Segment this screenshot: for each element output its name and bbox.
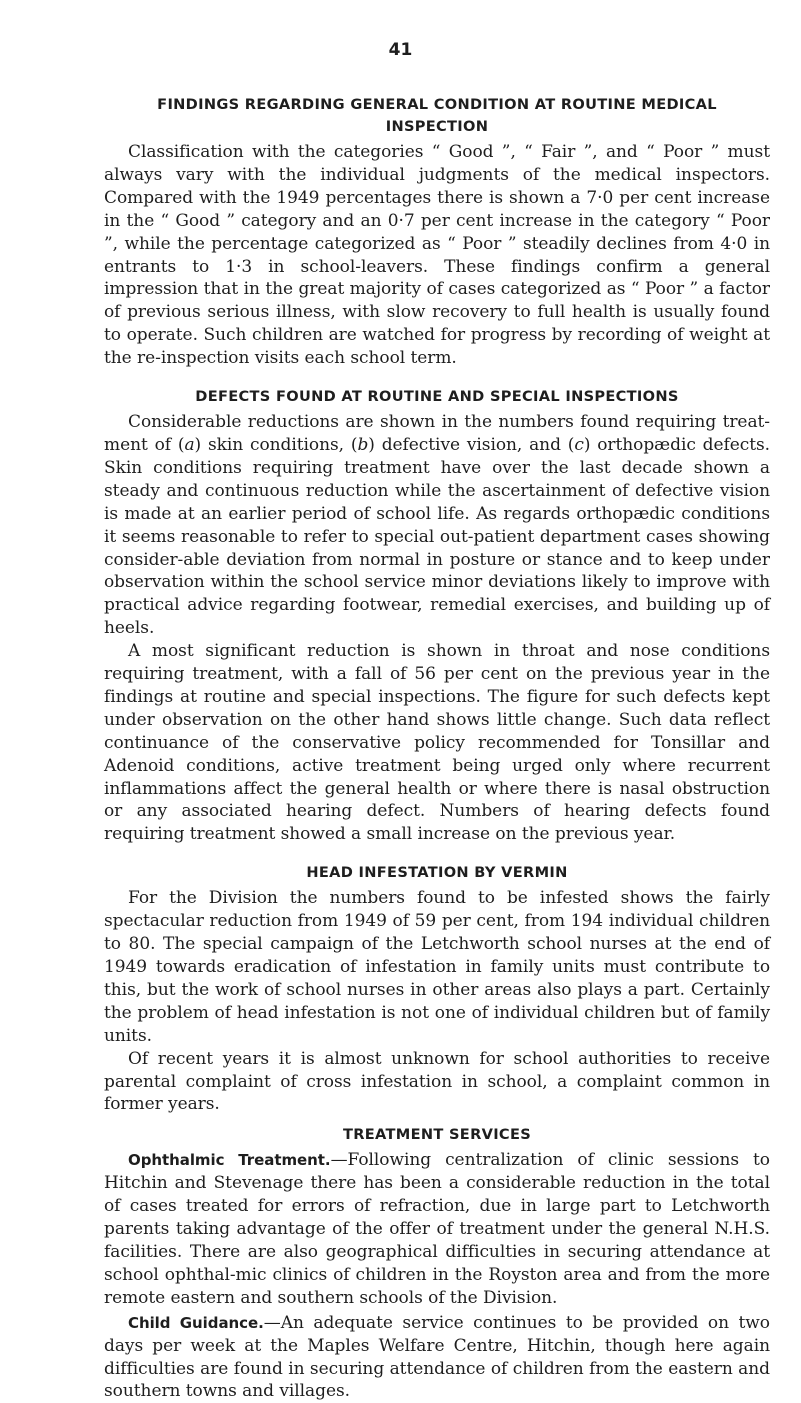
list-marker-b: b — [357, 434, 369, 455]
list-marker-c: c — [574, 434, 584, 455]
text-run: ) defective vision, and ( — [368, 434, 575, 455]
runin-heading-child-guidance: Child Guidance. — [128, 1313, 264, 1332]
section-heading-defects: DEFECTS FOUND AT ROUTINE AND SPECIAL INSPECTIONS — [195, 388, 679, 406]
list-marker-a: a — [184, 434, 195, 455]
paragraph-infestation-reduction: For the Division the numbers found to be infested shows the fairly spectacular reduction from 1949 of 59 per cent, from 194 individual children to 80. The special campaign of the Letchworth school nurses at the end of 1949 towards eradication of infestation in family units must contribute to this, but the work of school nurses in other areas also plays a part. Certainly the problem of head infestation is not one of individual children but of family units. — [104, 888, 770, 1046]
text-run: —Following centralization of clinic sessions to Hitchin and Stevenage there has been a considerable reduction in the total of cases treated for errors of refraction, due in large part to Letchworth parents taking advantage of the offer of treatment under the general N.H.S. facilities. There are also geographical difficulties in securing attendance at school ophthal-mic clinics of children in the Royston area and from the more remote eastern and southern schools of the Division. — [104, 1150, 770, 1308]
paragraph-child-guidance — [104, 1312, 770, 1403]
paragraph-cross-infestation: Of recent years it is almost unknown for school authorities to receive parental complaint of cross infestation in school, a complaint common in former years. — [104, 1048, 770, 1115]
paragraph-general-condition: Classification with the categories “ Good ”, “ Fair ”, and “ Poor ” must always vary with the individual judgments of the medical inspectors. Compared with the 1949 percentages there is shown a 7·0 per cent increase in the “ Good ” category and an 0·7 per cent increase in the category “ Poor ”, while the percentage categorized as “ Poor ” steadily declines from 4·0 in entrants to 1·3 in school-leavers. These findings confirm a general impression that in the great majority of cases categorized as “ Poor ” a factor of previous serious illness, with slow recovery to full health is usually found to operate. Such children are watched for progress by recording of weight at the re-inspection visits each school term. — [104, 142, 770, 369]
text-run: ) orthopædic defects. Skin conditions requiring treatment have over the last decade shown a steady and continuous reduction while the ascertainment of defective vision is made at an earlier period of school life. As regards orthopædic conditions it seems reasonable to refer to special out-patient department cases showing consider-able deviation from normal in posture or stance and to keep under observation within the school service minor deviations likely to improve with practical advice regarding footwear, remedial exercises, and building up of heels. — [104, 434, 771, 639]
section-heading-general-condition: FINDINGS REGARDING GENERAL CONDITION AT ROUTINE MEDICAL INSPECTION — [157, 96, 717, 135]
text-run: Considerable reductions are shown in the numbers found requiring treat-ment of ( — [104, 412, 770, 455]
paragraph-defects-reductions — [104, 411, 770, 640]
section-heading-treatment-services: TREATMENT SERVICES — [342, 1126, 532, 1144]
runin-heading-ophthalmic: Ophthalmic Treatment. — [128, 1151, 331, 1170]
paragraph-throat-nose: A most significant reduction is shown in throat and nose conditions requiring treatment, with a fall of 56 per cent on the previous year in the findings at routine and special inspections. The figure for such defects kept under observation on the other hand shows little change. Such data reflect continuance of the conservative policy recommended for Tonsillar and Adenoid conditions, active treatment being urged only where recurrent inflammations affect the general health or where there is nasal obstruction or any associated hearing defect. Numbers of hearing defects found requiring treatment showed a small increase on the previous year. — [104, 641, 770, 845]
page-body — [104, 94, 770, 1403]
section-heading-head-infestation: HEAD INFESTATION BY VERMIN — [306, 864, 568, 882]
page-number: 41 — [388, 40, 413, 60]
paragraph-ophthalmic-treatment — [104, 1149, 770, 1309]
text-run: —An adequate service continues to be provided on two days per week at the Maples Welfare Centre, Hitchin, though here again difficulties are found in securing attendance of children from the eastern and southern towns and villages. — [104, 1312, 770, 1402]
text-run: ) skin conditions, ( — [194, 434, 358, 455]
